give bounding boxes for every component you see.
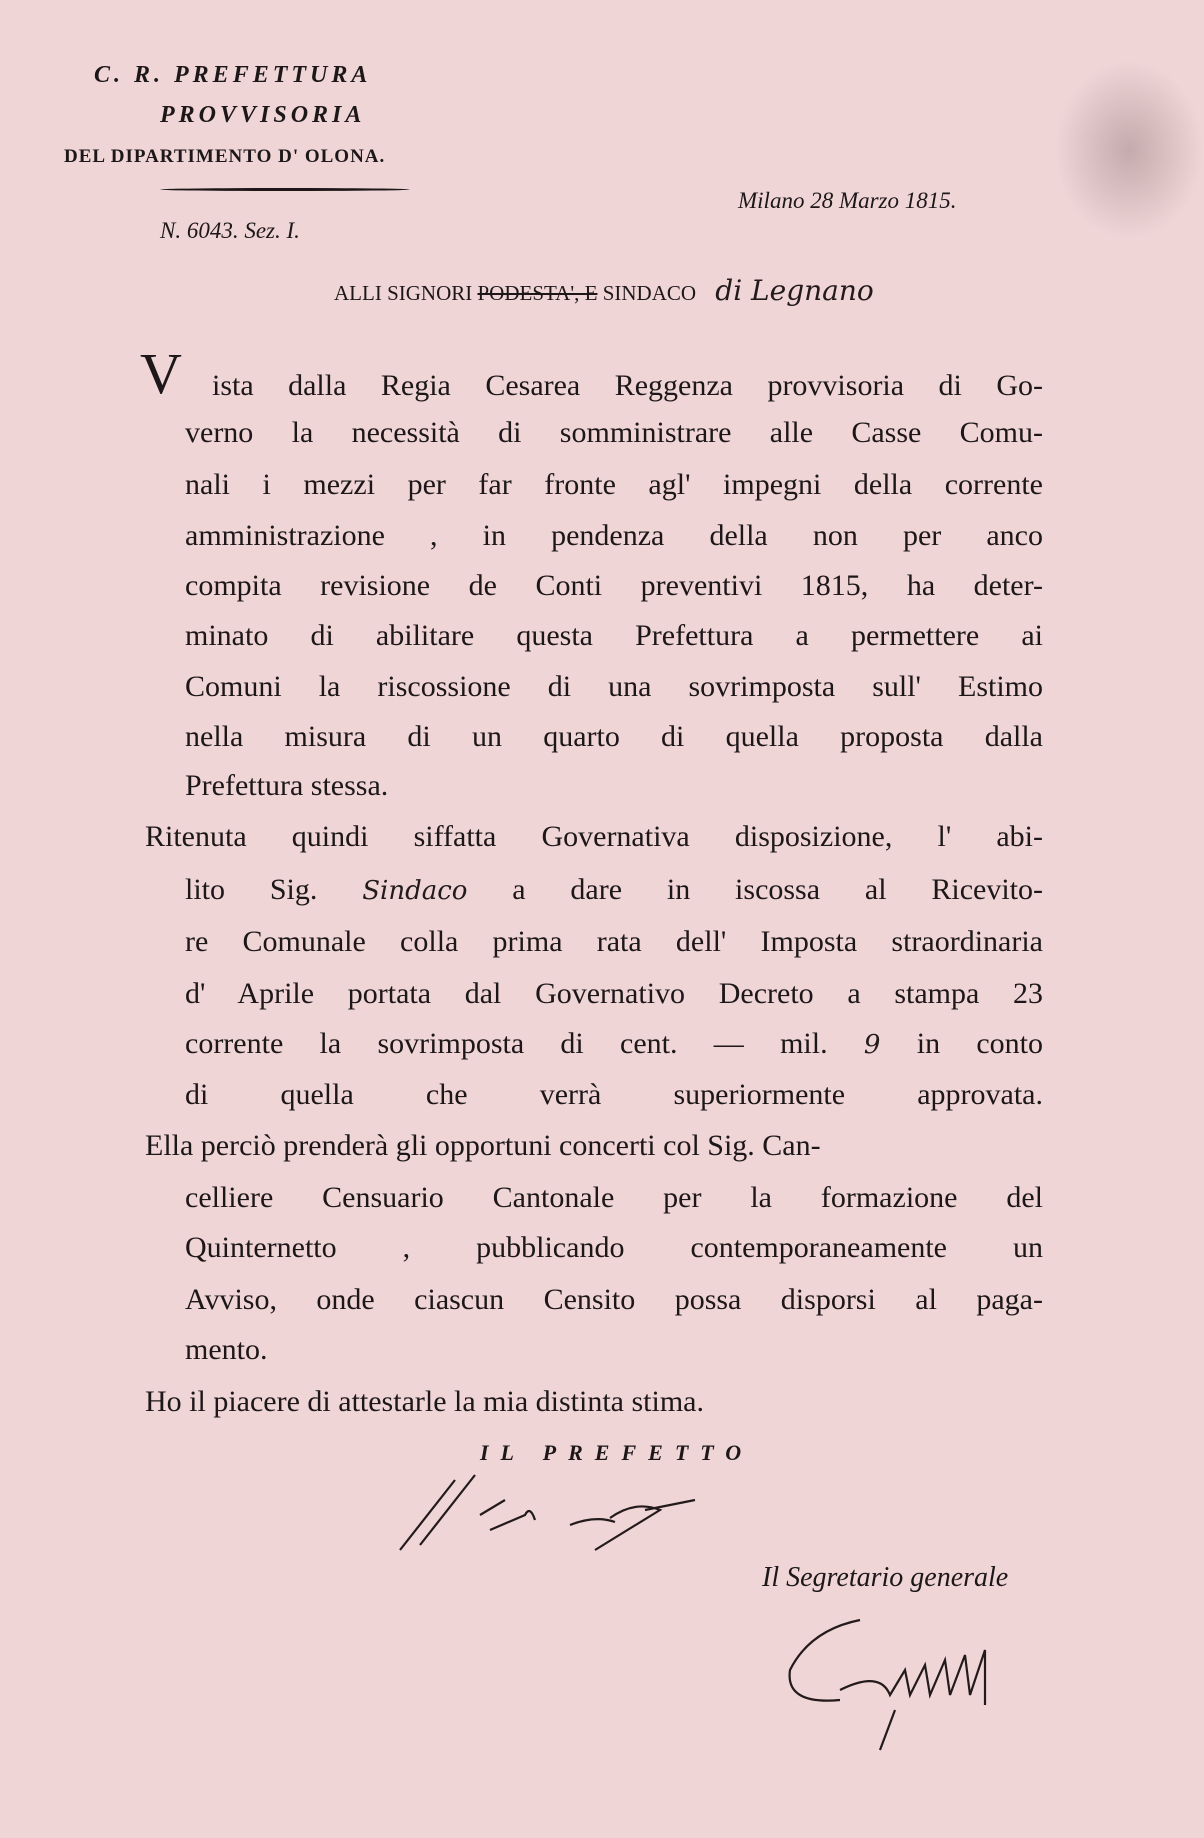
body-line: Comuni la riscossione di una sovrimposta sull' Estimo xyxy=(185,670,1043,703)
body-line-handwritten xyxy=(185,1024,1043,1064)
address-prefix: ALLI SIGNORI xyxy=(334,281,473,305)
body-line: d' Aprile portata dal Governativo Decreto a stampa 23 xyxy=(185,977,1043,1010)
body-line: Ho il piacere di attestarle la mia distinta stima. xyxy=(145,1385,704,1418)
body-text: a dare in iscossa al Ricevito- xyxy=(512,873,1043,906)
body-line: celliere Censuario Cantonale per la formazione del xyxy=(185,1181,1043,1214)
signatory-title: IL PREFETTO xyxy=(480,1440,754,1465)
address-recipient: SINDACO xyxy=(602,281,697,305)
ink-smudge xyxy=(1054,60,1204,240)
body-line: di quella che verrà superiormente approvata. xyxy=(185,1078,1043,1111)
handwritten-insert: Sindaco xyxy=(362,876,468,906)
secretary-signature xyxy=(780,1610,1060,1760)
body-line-handwritten xyxy=(185,870,1043,910)
body-line: nali i mezzi per far fronte agl' impegni della corrente xyxy=(185,468,1043,501)
body-line: nella misura di un quarto di quella proposta dalla xyxy=(185,720,1043,753)
address-line xyxy=(334,274,874,307)
prefect-signature xyxy=(395,1470,765,1560)
body-text: in conto xyxy=(916,1027,1044,1060)
body-text: lito Sig. xyxy=(185,873,318,906)
body-line: re Comunale colla prima rata dell' Imposta straordinaria xyxy=(185,925,1043,958)
office-department: DEL DIPARTIMENTO D' OLONA. xyxy=(64,146,386,167)
body-line: verno la necessità di somministrare alle Casse Comu- xyxy=(185,416,1043,449)
office-subtitle: PROVVISORIA xyxy=(160,102,366,128)
body-line: minato di abilitare questa Prefettura a permettere ai xyxy=(185,619,1043,652)
office-title: C. R. PREFETTURA xyxy=(94,62,372,88)
document-date: Milano 28 Marzo 1815. xyxy=(738,188,957,213)
drop-cap: V xyxy=(140,341,182,406)
body-line: Quinternetto , pubblicando contemporaneamente un xyxy=(185,1231,1043,1264)
body-text: corrente la sovrimposta di cent. — mil. xyxy=(185,1027,828,1060)
body-line: Ritenuta quindi siffatta Governativa disposizione, l' abi- xyxy=(145,820,1043,853)
body-line: amministrazione , in pendenza della non per anco xyxy=(185,519,1043,552)
protocol-number: N. 6043. Sez. I. xyxy=(160,218,300,243)
divider xyxy=(160,188,410,191)
body-line: ista dalla Regia Cesarea Reggenza provvisoria di Go- xyxy=(212,369,1043,402)
body-line: Ella perciò prenderà gli opportuni concerti col Sig. Can- xyxy=(145,1129,821,1162)
address-struck: PODESTA', E xyxy=(477,281,598,305)
body-line: compita revisione de Conti preventivi 1815, ha deter- xyxy=(185,569,1043,602)
secretary-title: Il Segretario generale xyxy=(762,1562,1009,1593)
handwritten-town: di Legnano xyxy=(715,274,874,307)
handwritten-insert: 9 xyxy=(863,1030,881,1060)
body-line: Prefettura stessa. xyxy=(185,769,389,802)
body-line: mento. xyxy=(185,1333,268,1366)
body-line: Avviso, onde ciascun Censito possa disporsi al paga- xyxy=(185,1283,1043,1316)
